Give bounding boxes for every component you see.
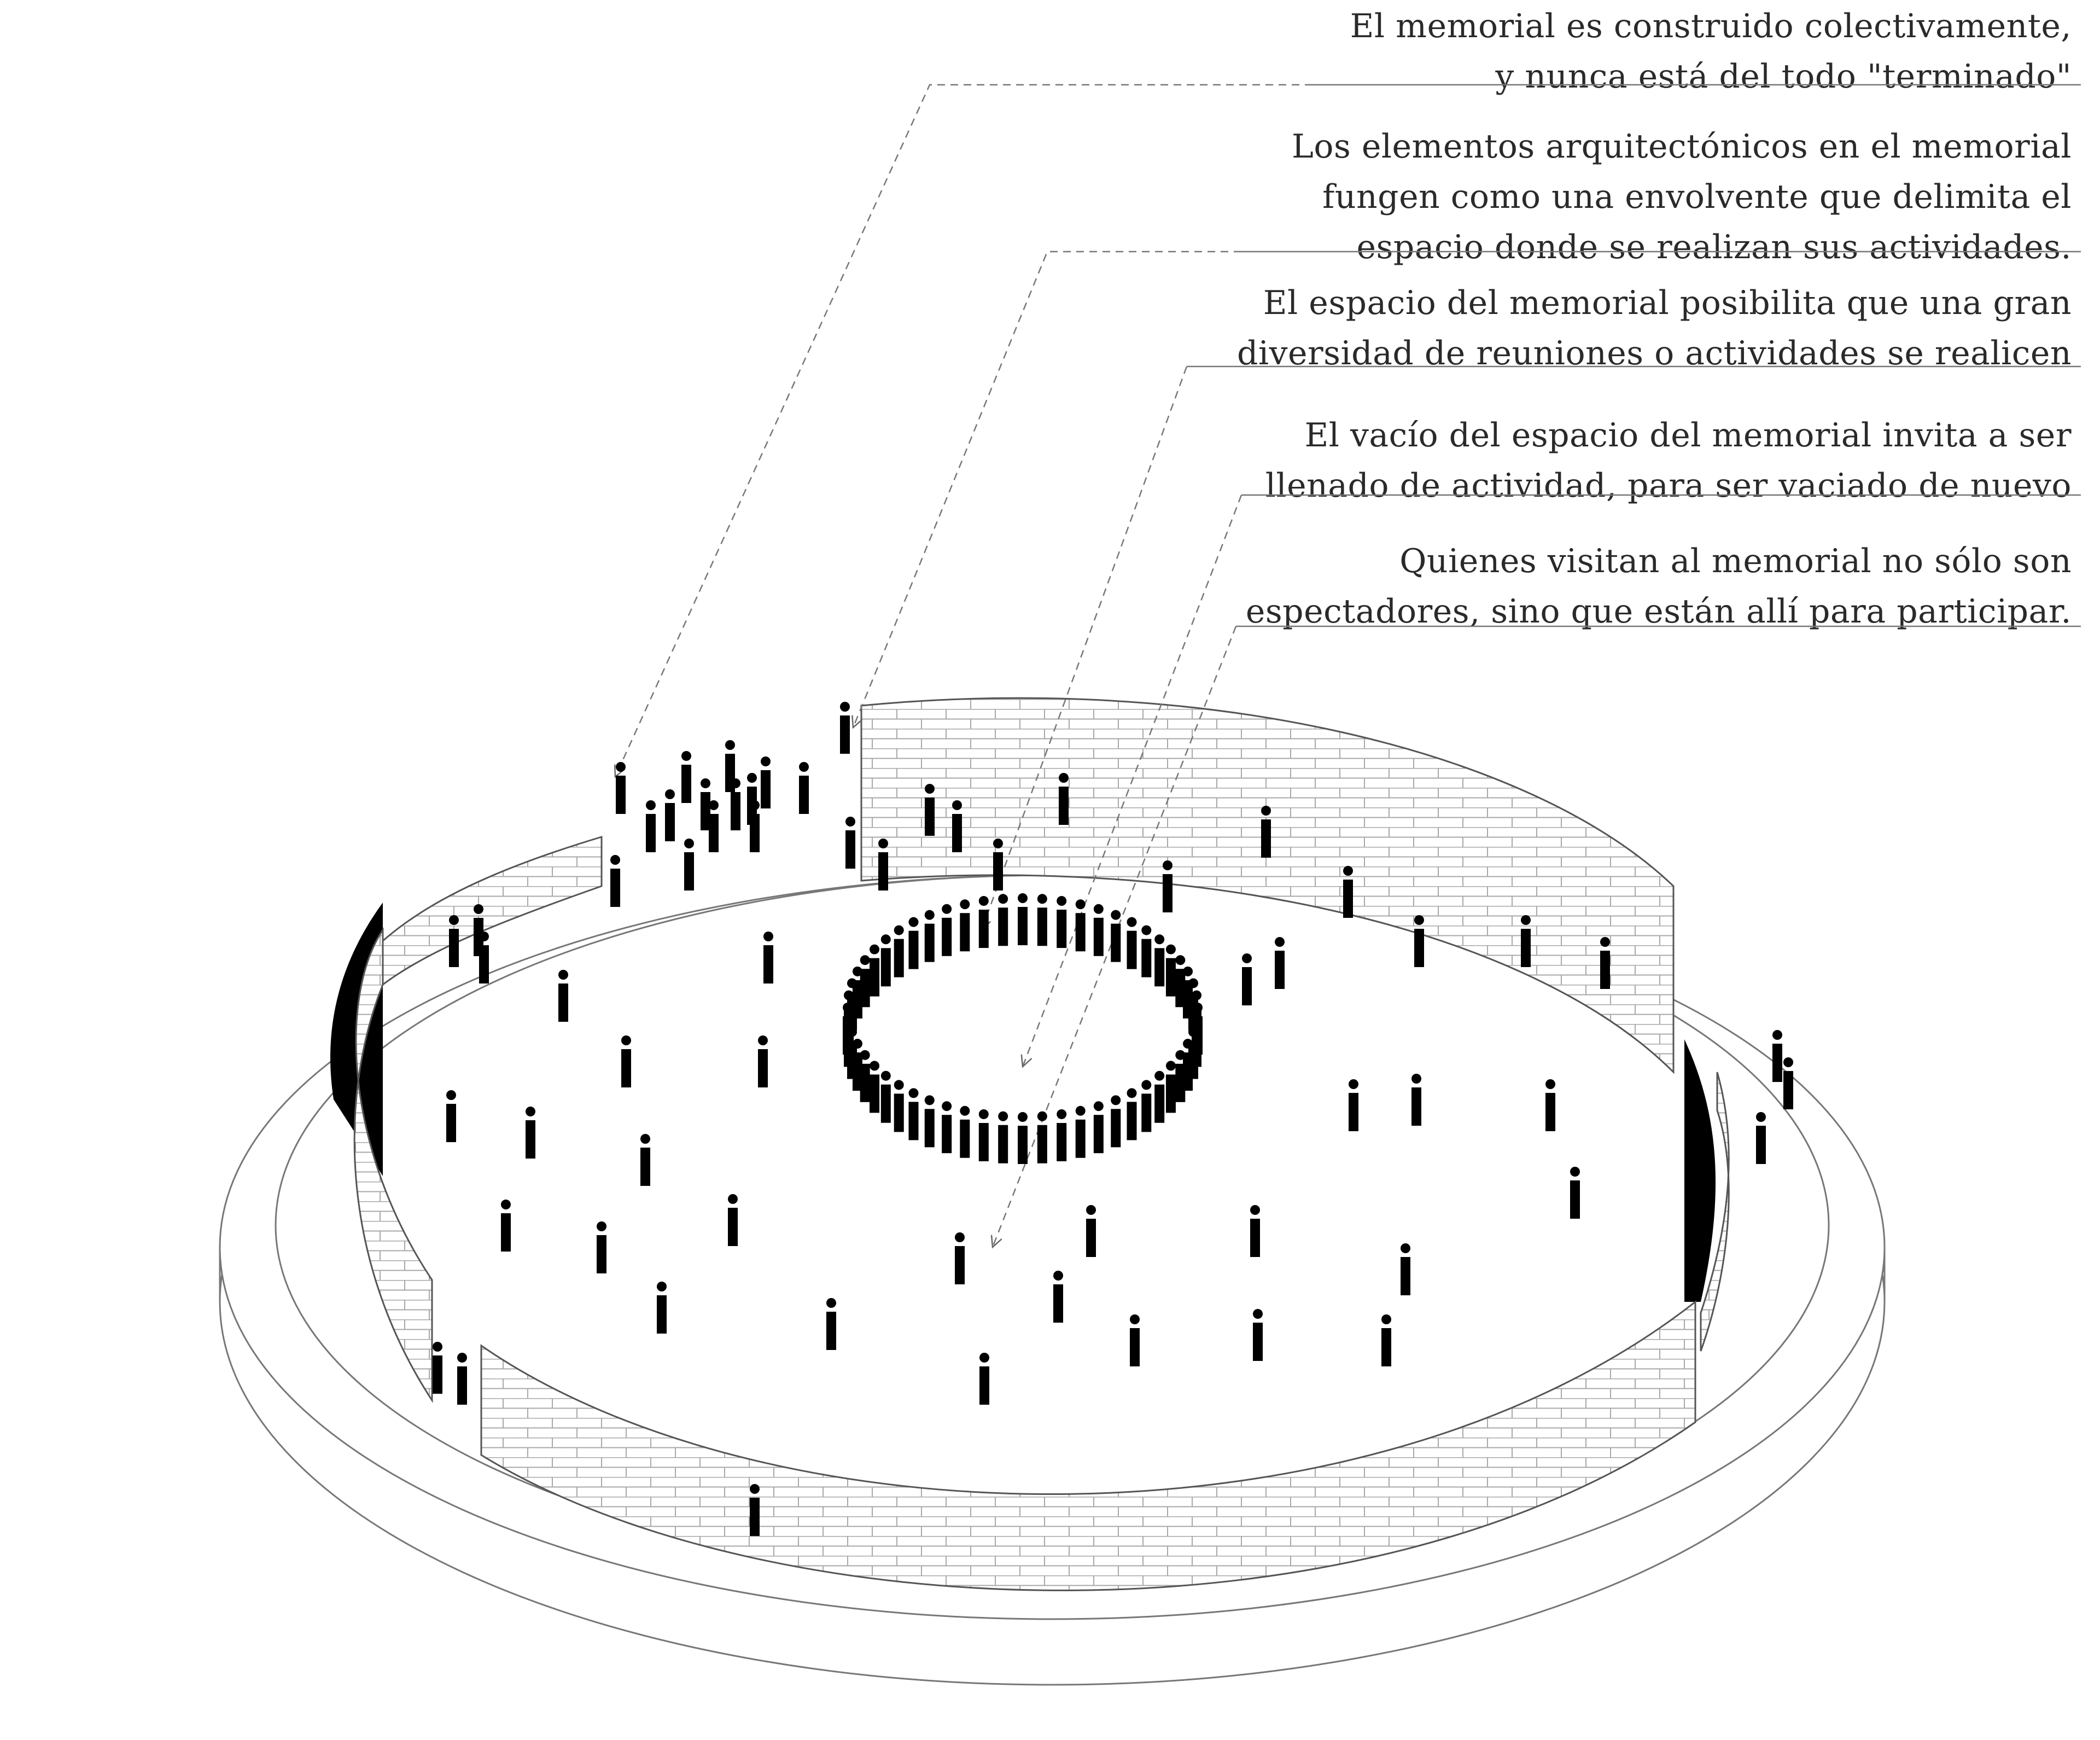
person-figure — [1783, 1057, 1793, 1109]
person-figure — [750, 1484, 760, 1536]
person-figure — [998, 894, 1008, 946]
person-figure — [1275, 937, 1285, 989]
person-figure — [1053, 1271, 1063, 1323]
person-figure — [1111, 1095, 1121, 1147]
person-figure — [1545, 1079, 1555, 1131]
person-figure — [840, 702, 850, 754]
person-figure — [1018, 1112, 1028, 1164]
person-figure — [640, 1134, 650, 1186]
person-figure — [1600, 937, 1610, 989]
person-figure — [681, 751, 691, 803]
person-figure — [799, 762, 809, 814]
person-figure — [908, 917, 918, 969]
person-figure — [479, 932, 489, 984]
person-figure — [1414, 915, 1424, 967]
annotation-5-line-1: Quienes visitan al memorial no sólo son — [1399, 542, 2072, 580]
person-figure — [1057, 1109, 1066, 1161]
person-figure — [1756, 1112, 1766, 1164]
person-figure — [908, 1088, 918, 1140]
person-figure — [1772, 1030, 1782, 1082]
person-figure — [657, 1282, 667, 1334]
person-figure — [955, 1232, 965, 1284]
person-figure — [1166, 945, 1176, 997]
leader-line-2 — [853, 252, 1241, 728]
person-figure — [1411, 1074, 1421, 1126]
person-figure — [1349, 1079, 1358, 1131]
person-figure — [1401, 1243, 1410, 1295]
person-figure — [1018, 893, 1028, 945]
person-figure — [1130, 1314, 1140, 1366]
person-figure — [1086, 1205, 1096, 1257]
person-figure — [728, 1194, 738, 1246]
person-figure — [616, 762, 626, 814]
person-figure — [1154, 1071, 1164, 1123]
person-figure — [1242, 953, 1252, 1005]
person-figure — [826, 1298, 836, 1350]
person-figure — [709, 800, 719, 852]
person-figure — [1094, 904, 1104, 956]
person-figure — [1253, 1309, 1263, 1361]
person-figure — [1141, 1080, 1151, 1132]
person-figure — [942, 1101, 952, 1153]
person-figure — [1261, 806, 1271, 858]
person-figure — [993, 839, 1003, 891]
person-figure — [942, 904, 952, 956]
person-figure — [881, 1071, 891, 1123]
person-figure — [446, 1090, 456, 1142]
person-figure — [597, 1221, 606, 1273]
person-figure — [684, 839, 694, 891]
annotation-2-line-2: fungen como una envolvente que delimita el — [1322, 178, 2072, 216]
annotation-1-line-1: El memorial es construido colectivamente, — [1350, 7, 2072, 45]
person-figure — [979, 1109, 989, 1161]
person-figure — [998, 1111, 1008, 1163]
person-figure — [881, 934, 891, 986]
person-figure — [1037, 1111, 1047, 1163]
person-figure — [1037, 894, 1047, 946]
person-figure — [979, 896, 989, 948]
person-figure — [1141, 926, 1151, 977]
person-figure — [960, 899, 970, 951]
person-figure — [731, 778, 740, 830]
person-figure — [457, 1353, 467, 1405]
person-figure — [758, 1035, 768, 1087]
person-figure — [1076, 1106, 1086, 1158]
person-figure — [646, 800, 656, 852]
person-figure — [501, 1200, 511, 1252]
person-figure — [845, 817, 855, 869]
leader-line-1 — [615, 85, 1312, 777]
person-figure — [1076, 899, 1086, 951]
person-figure — [1094, 1101, 1104, 1153]
person-figure — [1163, 860, 1172, 912]
person-figure — [1166, 1061, 1176, 1113]
person-figure — [1570, 1167, 1580, 1219]
person-figure — [750, 800, 760, 852]
annotation-4-line-2: llenado de actividad, para ser vaciado de nuevo — [1265, 467, 2072, 505]
person-figure — [665, 789, 675, 841]
annotation-5-line-2: espectadores, sino que están allí para participar. — [1245, 592, 2072, 631]
person-figure — [1111, 910, 1121, 962]
person-figure — [878, 839, 888, 891]
person-figure — [1057, 896, 1066, 948]
annotation-4-line-1: El vacío del espacio del memorial invita a ser — [1304, 416, 2072, 455]
person-figure — [870, 945, 879, 997]
person-figure — [761, 756, 771, 808]
person-figure — [979, 1353, 989, 1405]
annotation-3-line-2: diversidad de reuniones o actividades se realicen — [1237, 334, 2072, 373]
person-figure — [621, 1035, 631, 1087]
person-figure — [1127, 1088, 1137, 1140]
person-figure — [763, 932, 773, 984]
person-figure — [610, 855, 620, 907]
person-figure — [558, 970, 568, 1022]
person-figure — [1521, 915, 1531, 967]
person-figure — [1250, 1205, 1260, 1257]
annotation-1-line-2: y nunca está del todo "terminado" — [1495, 57, 2072, 96]
person-figure — [860, 955, 870, 1007]
person-figure — [960, 1106, 970, 1158]
person-figure — [1175, 1050, 1185, 1102]
person-figure — [1192, 991, 1201, 1043]
person-figure — [894, 926, 904, 977]
person-figure — [925, 910, 935, 962]
person-figure — [1059, 773, 1069, 825]
annotation-3-line-1: El espacio del memorial posibilita que una gran — [1263, 284, 2072, 322]
person-figure — [1343, 866, 1353, 918]
person-figure — [1154, 934, 1164, 986]
person-figure — [925, 1095, 935, 1147]
annotation-2-line-1: Los elementos arquitectónicos en el memorial — [1292, 127, 2072, 166]
annotation-2-line-3: espacio donde se realizan sus actividades. — [1356, 228, 2072, 266]
person-figure — [433, 1342, 442, 1394]
person-figure — [894, 1080, 904, 1132]
person-figure — [1127, 917, 1137, 969]
leader-underlines — [1187, 85, 2081, 626]
person-figure — [1381, 1314, 1391, 1366]
person-figure — [952, 800, 962, 852]
person-figure — [870, 1061, 879, 1113]
person-figure — [449, 915, 459, 967]
person-figure — [526, 1107, 535, 1159]
person-figure — [925, 784, 935, 836]
